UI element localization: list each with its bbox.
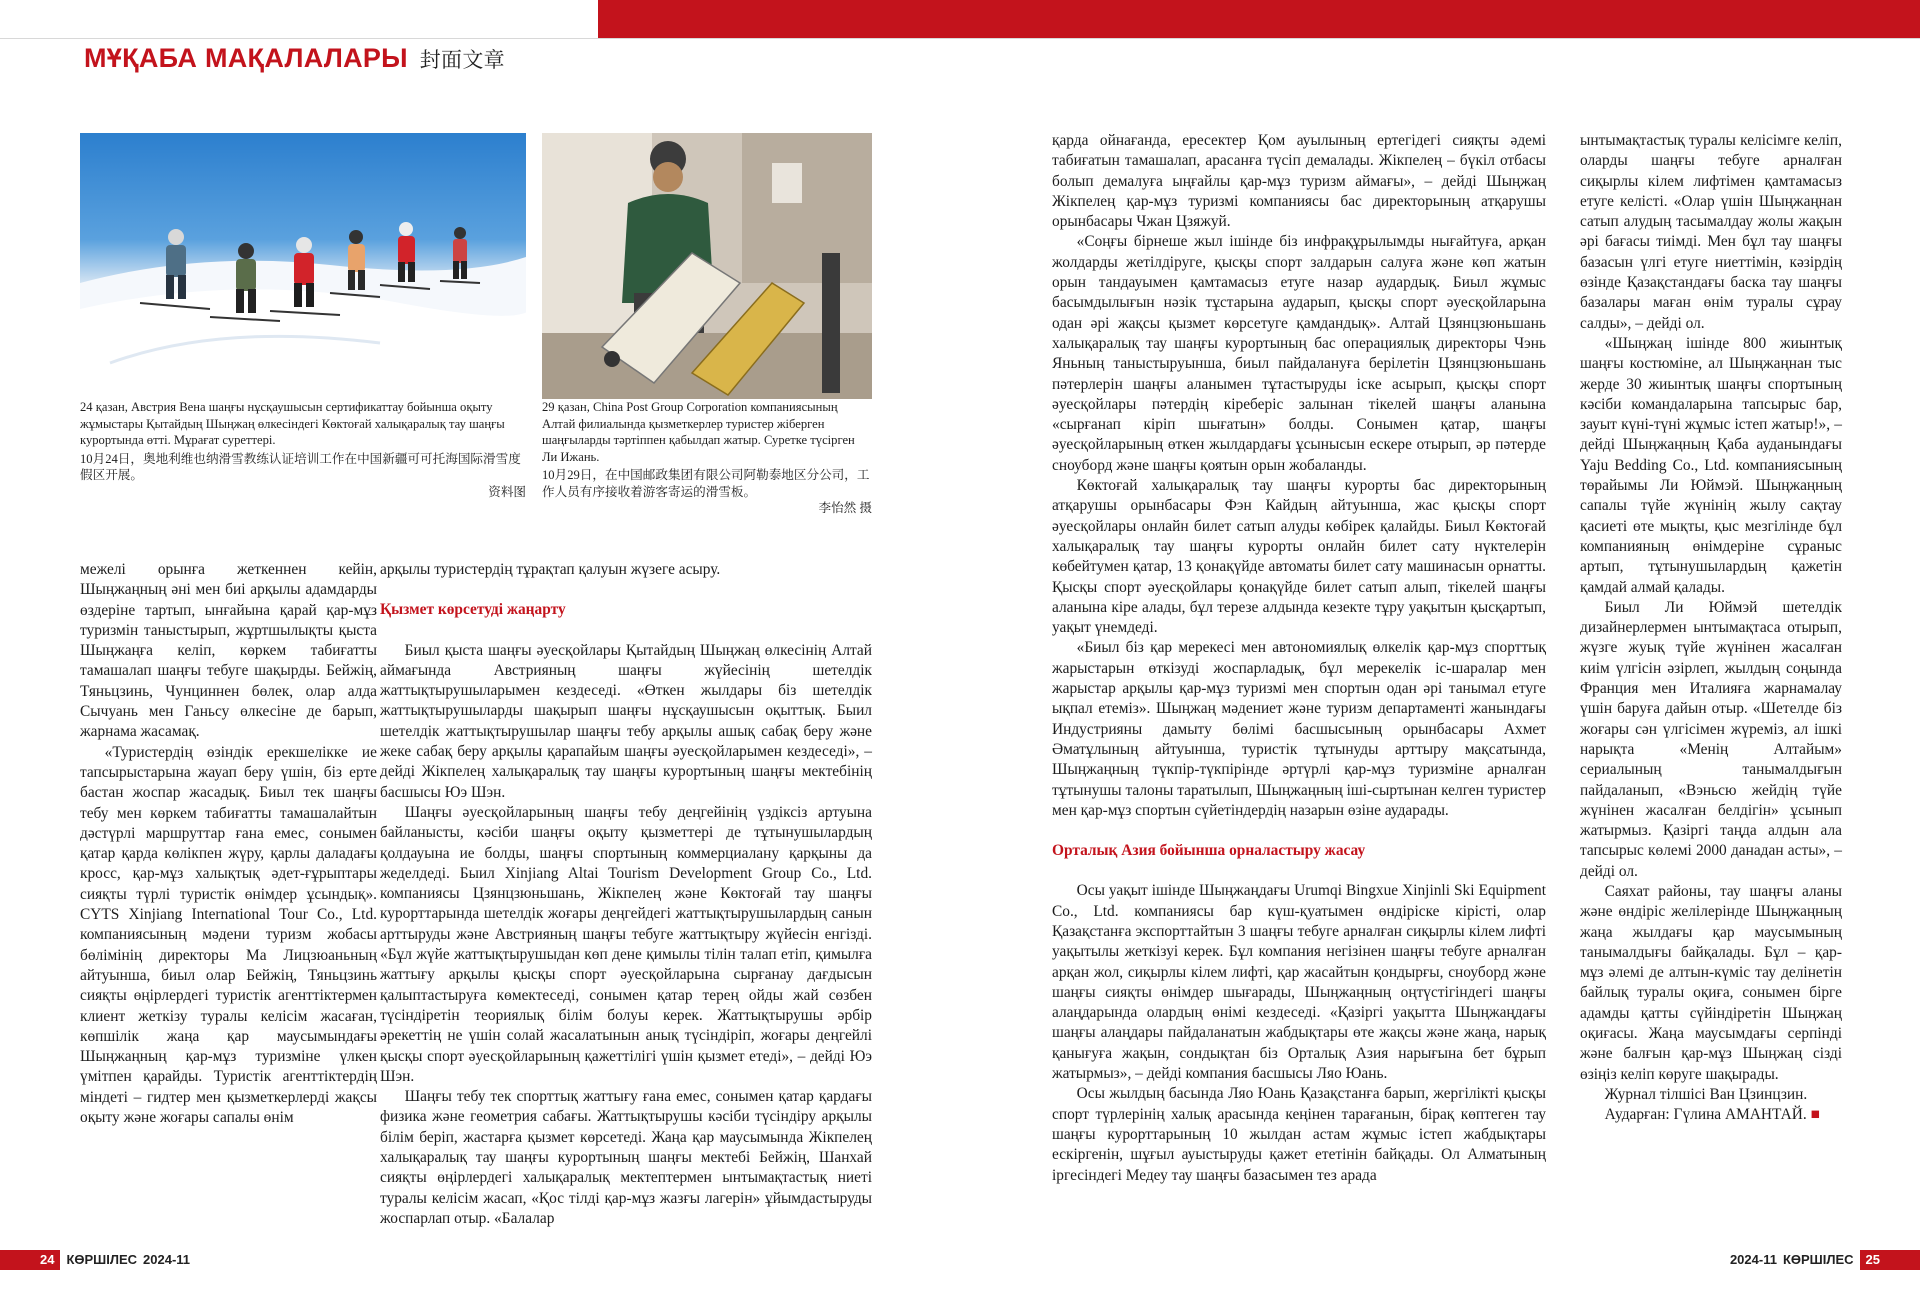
byline-reporter: Журнал тілшісі Ван Цзинцзин. xyxy=(1604,1085,1808,1103)
page-number-left: 24 xyxy=(0,1250,60,1270)
ski-slope-photo xyxy=(80,133,526,399)
paragraph: «Шыңжаң ішінде 800 жиынтық шаңғы костюміне, ал Шыңжаңнан тыс жерде 30 жиынтық шаңғы спортының кәсіби командаларына тапсырыс бар, зауыт күні-түні жұмыс істеп жатыр!», – дейді Шыңжаңның Қаба ауданындағы Yaju Bedding Co., Ltd. компаниясының төрайымы Ли Юймэй. Шыңжаңның сапалы түйе жүнінің жылу сақтау қасиеті өте мықты, қыс мезгілінде бұл компанияның өнімдеріне сұраныс артып, тұтынушылардың қажетін қамдай алмай қалады. xyxy=(1580,334,1842,596)
byline-translator xyxy=(1580,1105,1842,1125)
article-column-3 xyxy=(1052,131,1546,1186)
section-title-kz: МҰҚАБА МАҚАЛАЛАРЫ xyxy=(84,43,408,73)
caption-left-credit: 资料图 xyxy=(488,484,526,499)
paragraph: Осы жылдың басында Ляо Юань Қазақстанға барып, жергілікті қысқы спорт түрлерінің халық арасында кеңінен тарағанын, бірақ көптеген тау шаңғы курорттарының 10 жылдан астам жұмыс істеп жабдықтары ескіргенін, шұғыл ауыстыруды қажет ететінін байқады. Ол Алматының іргесіндегі Медеу тау шаңғы базасымен тез арада xyxy=(1052,1085,1546,1184)
paragraph: Биыл қыста шаңғы әуесқойлары Қытайдың Шыңжаң өлкесінің Алтай аймағында Австрияның шаңғы жүйесінің шетелдік жаттықтырушыларымен кездеседі. «Өткен жылдары біз шетелдік жаттықтырушыларды шақырып шаңғы нұсқаушысын оқыттық. Быил шетелдік жаттықтырушылар шаңғы тебу арқылы ашық сабақ беру және жеке сабақ беру арқылы қарапайым шаңғы әуесқойларымен кездеседі», – дейді Жікпелең халықаралық тау шаңғы курортының шаңғы мектебінің басшысы Юэ Шэн. xyxy=(380,641,872,801)
magazine-name-left: КӨРШІЛЕС xyxy=(66,1252,138,1267)
end-mark: ■ xyxy=(1810,1106,1820,1124)
paragraph: «Соңғы бірнеше жыл ішінде біз инфрақұрылымды нығайтуға, арқан жолдарды жетілдіруге, қысқы спорт залдарын салуға және көп жатын орын тандауымен қамтамасыз етуге назар аудардық. Биыл жұмыс басымдылығын нәзік тұстарына аударып, қысқы спорт әуесқойларына одан әрі жақсы қызмет көрсетуге қамдандық». Алтай Цзянцзюньшань халықаралық тау шаңғы курортының бас операциялық директоры Чэнь Яньның таныстыруынша, биыл пайдалануға берілетін Цзянцзюньшань пәтерлерін шаңғы аланымен тұтастыруды іске асырып, қысқы спорт әуесқойлары пәтердің кіреберіс залынан тікелей шаңғы аланына «сырғанап кіріп шығатын» болды. Сонымен қатар, шаңғы әуесқойларының өткен жылдардағы ұсынысын ескере отырып, әр пәтерде сноуборд және шаңғы қоятын орын жобаланды. xyxy=(1052,233,1546,474)
caption-right-cn: 10月29日，在中国邮政集团有限公司阿勒泰地区分公司，工作人员有序接收着游客寄运的滑雪板。 xyxy=(542,468,870,499)
paragraph: арқылы туристердің тұрақтап қалуын жүзеге асыру. xyxy=(380,561,721,578)
article-column-1 xyxy=(80,560,377,1128)
paragraph: «Биыл біз қар мерекесі мен автономиялық өлкелік қар-мұз спорттық жарыстарын өткізуді жоспарладық, бұл мерекелік іс-шаралар мен жарыстар арқылы қар-мұз туризмі мен спортын одан әрі танымал етуге ықпал етеміз». Шыңжаң мәдениет және туризм департаменті жанындағы Индустрияны дамыту бөлімі басшысының орынбасары Ахмет Әматұлының айтуынша, туристік тұтынуды арттыру мақсатында, Шыңжаңның түкпір-түкпірінде әртүрлі қар-мұз туризміне арналған тұтынушы талоны таратылып, Шыңжаңның іші-сыртынан келген туристер мен қар-мұз спортын сүйетіндердің назарын өзіне аударады. xyxy=(1052,639,1546,819)
paragraph: қарда ойнағанда, ересектер Қом ауылының ертегідегі сияқты әдемі табиғатын тамашалап, арасанға түсіп демалады. Жікпелең – бүкіл отбасы болып демалуға ыңғайлы қар-мұз туризм аймағы», – дейді Шыңжаң Жікпелең қар-мұз туризмі компаниясы бас директорының атқарушы орынбасары Чжан Цзяжуй. xyxy=(1052,132,1546,231)
caption-right-credit: 李怡然 摄 xyxy=(818,501,872,515)
ski-bags-illustration xyxy=(542,133,872,399)
paragraph: Шаңғы тебу тек спорттық жаттығу ғана емес, сонымен қатар қардағы физика және геометрия сабағы. Жаттықтырушы кәсіби түсіндіру арқылы білім беріп, жастарға қызмет көрсетеді. Жаңа қар маусымында Жікпелең халықаралық тау шаңғы курортының шаңғы мектебі Бейжің, Шанхай сияқты өңірлердегі халықаралық мектептермен ынтымақтастық ниеті туралы келісім жасап, «Қос тілді қар-мұз жазғы лагерін» ұйымдастыруды жоспарлап отыр. «Балалар xyxy=(380,1088,872,1227)
paragraph: ынтымақтастық туралы келісімге келіп, оларды шаңғы тебуге арналған сиқырлы кілем лифтімен қамтамасыз етуге келісті. «Олар үшін Шыңжаңнан сатып алудың тасымалдау жолы жақын әрі бағасы тиімді. Мен бұл тау шаңғы базасын үлгі етуге ниеттімін, кәзірдің өзінде Қазақстандағы баска тау шаңғы базалары маған өнім туралы сұрау салды», – дейді ол. xyxy=(1580,132,1842,332)
caption-right-kz: 29 қазан, China Post Group Corporation компаниясының Алтай филиалында қызметкерлер туристер жіберген шаңғыларды тәртіппен қабылдап жатыр. Суретке түсірген Ли Ижань. xyxy=(542,400,855,464)
paragraph: Шаңғы әуесқойларының шаңғы тебу деңгейінің үздіксіз артуына байланысты, кәсіби шаңғы оқыту қызметтері де тұтынушылардың қолдауына ие болды, шаңғы спортының коммерциалану қарқыны да жеделдеді. Быил Xinjiang Altai Tourism Development Group Co., Ltd. компаниясы Цзянцзюньшань, Жікпелең және Көктоғай тау шаңғы курорттарында шетелдік жоғары деңгейдегі жаттықтырушылардың санын арттыруды және Австрияның шаңғы тебуге жаттықтыру жүйесін енгізді. «Бұл жүйе жаттықтырушыдан көп дене қимылы тілін талап етіп, қимылға жаттығу арқылы қысқы спорт әуесқойларына сырғанау дағдысын қалыптастыруға көмектеседі, сонымен қатар терең ойды жай сөзбен түсіндіретін теориялық білім болуы керек. Жаттықтырушы әрбір әрекеттің не үшін солай жасалатынын анық түсіндіріп, жоғары деңгейлі қысқы спорт әуесқойларының қажеттілігі үшін қызмет етеді», – дейді Юэ Шэн. xyxy=(380,803,872,1085)
ski-slope-illustration xyxy=(80,133,526,399)
issue-right: 2024-11 xyxy=(1729,1252,1777,1267)
article-column-2 xyxy=(380,560,872,1229)
paragraph: Көктоғай халықаралық тау шаңғы курорты бас директорының атқарушы орынбасары Фэн Кайдың айтуынша, жас қысқы спорт әуесқойлары онлайн билет сатып алуды көбірек қалайды. Биыл Көктоғай халықаралық тау шаңғы курорты онлайн билет сату нүктелерін көбейтумен қатар, 13 қонақүйде автоматы билет сату машинасын орнатты. Қысқы спорт әуесқойлары қонақүйде билет сатып алып, тікелей шаңғы аланына кіре алады, бұл терезе алдында кезекте тұру уақытын қысқартып, уақыт үнемдеді. xyxy=(1052,477,1546,637)
footer-left xyxy=(0,1250,190,1270)
caption-left-cn: 10月24日，奥地利维也纳滑雪教练认证培训工作在中国新疆可可托海国际滑雪度假区开展。 xyxy=(80,451,521,482)
paragraph: Биыл Ли Юймэй шетелдік дизайнерлермен ынтымақтаса отырып, жүзге жуық түйе жүнінен жасалған киім үлгісін әзірлеп, жылдың соңында Франция мен Италияға жарнамалау үшін баруға дайын отыр. «Шетелде біз жоғары сән үлгісімен жүреміз, ал ішкі нарықта «Менің Алтайым» сериалының танымалдығын пайдаланып, «Вэньсю жейдің түйе жүнінен жасалған белдігін» ұсынып жатырмыз. Қазіргі таңда алдын ала тапсырыс көлемі 2000 данадан асты», – дейді ол. xyxy=(1580,598,1842,880)
caption-left-kz: 24 қазан, Австрия Вена шаңғы нұсқаушысын сертификаттау бойынша оқыту жұмыстары Қытайдың Шыңжаң өлкесіндегі Көктоғай халықаралық тау шаңғы курортында өтті. Мұрағат суреттері. xyxy=(80,400,505,447)
top-red-bar xyxy=(598,0,1920,39)
subheading-service: Қызмет көрсетуді жаңарту xyxy=(380,601,566,619)
footer-right xyxy=(1730,1250,1920,1270)
paragraph: межелі орынға жеткеннен кейін, Шыңжаңның әні мен биі арқылы адамдарды өздеріне тартып, ынғайына қарай қар-мұз туризмін таныстырып, жұртшылықты қыста Шыңжаңға келіп, көркем табиғатты тамашалап шаңғы тебуге шақырды. Бейжің, Тяньцзинь, Чунциннен бөлек, олар алда Сычуань мен Ганьсу өлкесіне де барып, жарнама жасамақ. xyxy=(80,561,377,741)
photo-caption-left xyxy=(80,399,526,500)
photo-caption-right xyxy=(542,399,872,517)
paragraph: Осы уақыт ішінде Шыңжаңдағы Urumqi Bingxue Xinjinli Ski Equipment Co., Ltd. компаниясы бар күш-қуатымен өндіріске кірісті, олар Қазақстанға экспорттайтын 3 шаңғы тебуге арналған сиқырлы кілем лифті уақытылы жеткізуі керек. Бұл компания негізінен шаңғы тебуге арналған арқан жол, сиқырлы кілем лифті, қар жасайтын қондырғы, сноуборд және шаңғы сияқты өнімдер шығарады, Шыңжаңның оңтүстігіндегі шаңғы алаңдарында олардың өнімі кездеседі. «Қазіргі уақытта Шыңжаңдағы шаңғы алаңдары пайдаланатын жабдықтары өте жақсы және жаңа, нарық қанығуға жақын, сондықтан біз Орталық Азия нарығына бет бұрып жатырмыз», – дейді компания басшысы Ляо Юань. xyxy=(1052,882,1546,1083)
section-title-cn: 封面文章 xyxy=(419,49,505,72)
paragraph: «Туристердің өзіндік ерекшелікке ие тапсырыстарына жауап беру үшін, біз ерте бастан жоспар жасадық. Биыл тек шаңғы тебу мен көркем табиғатты тамашалайтын дәстүрлі маршруттар ғана емес, сонымен қатар қарда көлікпен жүру, қарлы даладағы кросс, қар-мұз халықтық әдет-ғұрыптары сияқты түрлі туристік өнімдер ұсындық». CYTS Xinjiang International Tour Co., Ltd. компаниясының мәдени туризм жобасы бөлімінің директоры Ма Лицзюаньның айтуынша, биыл олар Бейжің, Тяньцзинь сияқты өңірлердегі туристік агенттіктермен клиент жеткізу туралы келісім жасаған, көпшілік жаңа қар маусымындағы Шыңжаңның қар-мұз туризміне үлкен үмітпен қарайды. Туристік агенттіктердің міндеті – гидтер мен қызметкерлерді жақсы оқыту және жоғары сапалы өнім xyxy=(80,743,377,1127)
top-divider xyxy=(0,38,1920,39)
magazine-name-right: КӨРШІЛЕС xyxy=(1782,1252,1854,1267)
issue-left: 2024-11 xyxy=(143,1252,191,1267)
subheading-central-asia: Орталық Азия бойынша орналастыру жасау xyxy=(1052,842,1366,860)
page-number-right: 25 xyxy=(1860,1250,1920,1270)
translator-name: Аударған: Гүлина АМАНТАЙ. xyxy=(1604,1106,1807,1124)
section-title xyxy=(84,43,505,74)
ski-bags-photo xyxy=(542,133,872,399)
paragraph: Саяхат районы, тау шаңғы аланы және өндіріс желілерінде Шыңжаңның жаңа жылдағы қар маусымының танымалдығы байқалады. Бұл – қар-мұз әлемі де алтын-күміс тау делінетін байлық туралы оқиға, сонымен бірге адамды қатты сүйіндіретін Шыңжаң оқиғасы. Жаңа маусымдағы серпінді және балғын қар-мұз Шыңжаң сізді өзіңіз келіп көруге шақырады. xyxy=(1580,882,1842,1083)
article-column-4 xyxy=(1580,131,1842,1126)
